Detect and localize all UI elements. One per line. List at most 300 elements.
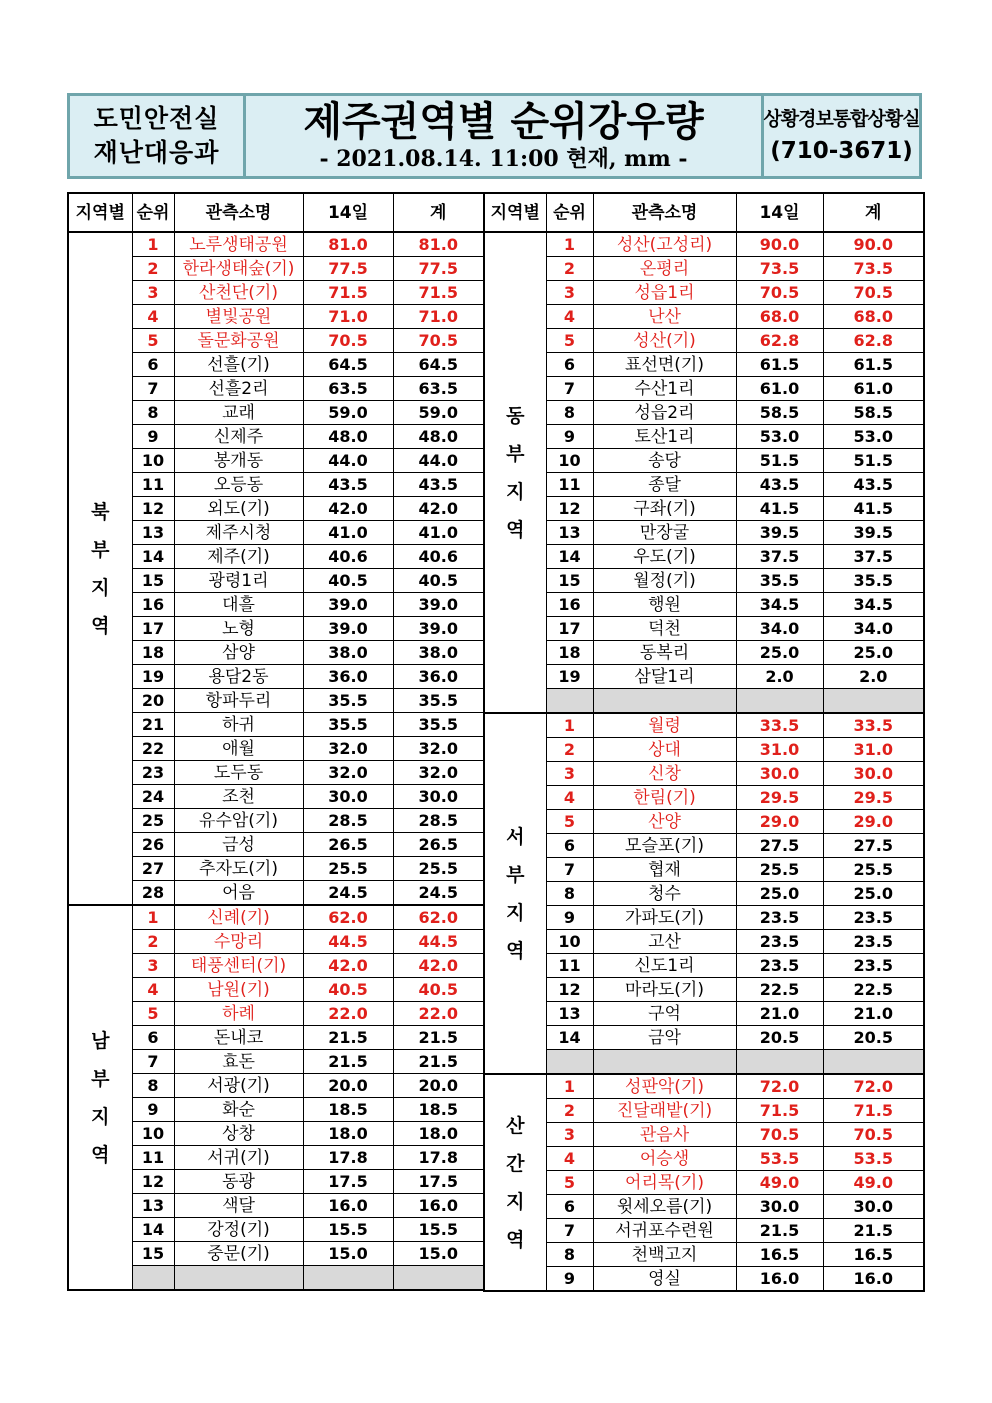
station-name: 신례(기) xyxy=(174,905,303,930)
total-rainfall: 25.5 xyxy=(823,858,924,882)
total-rainfall: 20.0 xyxy=(393,1074,484,1098)
day-rainfall: 36.0 xyxy=(303,665,393,689)
station-name: 교래 xyxy=(174,401,303,425)
blank-row xyxy=(484,1050,924,1075)
rank-cell: 17 xyxy=(132,617,174,641)
day-rainfall: 73.5 xyxy=(736,257,823,281)
day-rainfall: 16.0 xyxy=(736,1267,823,1292)
rank-cell: 2 xyxy=(546,1099,593,1123)
rank-cell: 12 xyxy=(546,978,593,1002)
blank-cell xyxy=(593,689,736,714)
table-row xyxy=(484,954,924,978)
table-row xyxy=(484,713,924,738)
total-rainfall: 27.5 xyxy=(823,834,924,858)
total-rainfall: 64.5 xyxy=(393,353,484,377)
rank-cell: 9 xyxy=(546,425,593,449)
day-rainfall: 39.0 xyxy=(303,617,393,641)
station-name: 제주시청 xyxy=(174,521,303,545)
total-rainfall: 71.5 xyxy=(393,281,484,305)
total-rainfall: 24.5 xyxy=(393,881,484,906)
blank-cell xyxy=(174,1266,303,1291)
station-name: 색달 xyxy=(174,1194,303,1218)
total-rainfall: 21.5 xyxy=(823,1219,924,1243)
day-rainfall: 72.0 xyxy=(736,1074,823,1099)
station-name: 온평리 xyxy=(593,257,736,281)
rank-cell: 25 xyxy=(132,809,174,833)
table-row xyxy=(484,353,924,377)
day-rainfall: 68.0 xyxy=(736,305,823,329)
station-name: 종달 xyxy=(593,473,736,497)
day-rainfall: 59.0 xyxy=(303,401,393,425)
day-rainfall: 31.0 xyxy=(736,738,823,762)
station-name: 관음사 xyxy=(593,1123,736,1147)
day-rainfall: 71.0 xyxy=(303,305,393,329)
station-name: 성산(고성리) xyxy=(593,232,736,257)
station-name: 가파도(기) xyxy=(593,906,736,930)
table-row xyxy=(484,1267,924,1292)
station-name: 토산1리 xyxy=(593,425,736,449)
rank-cell: 3 xyxy=(132,954,174,978)
rank-cell: 15 xyxy=(546,569,593,593)
day-rainfall: 16.0 xyxy=(303,1194,393,1218)
station-name: 난산 xyxy=(593,305,736,329)
day-rainfall: 90.0 xyxy=(736,232,823,257)
station-name: 광령1리 xyxy=(174,569,303,593)
table-row xyxy=(484,858,924,882)
blank-cell xyxy=(823,1050,924,1075)
station-name: 성판악(기) xyxy=(593,1074,736,1099)
total-rainfall: 35.5 xyxy=(393,689,484,713)
day-rainfall: 17.8 xyxy=(303,1146,393,1170)
day-rainfall: 22.0 xyxy=(303,1002,393,1026)
blank-cell xyxy=(303,1266,393,1291)
day-rainfall: 49.0 xyxy=(736,1171,823,1195)
total-rainfall: 32.0 xyxy=(393,737,484,761)
total-rainfall: 38.0 xyxy=(393,641,484,665)
total-rainfall: 70.5 xyxy=(393,329,484,353)
col-header-total: 계 xyxy=(393,193,484,232)
station-name: 선흘(기) xyxy=(174,353,303,377)
rank-cell: 10 xyxy=(132,449,174,473)
table-row xyxy=(484,786,924,810)
station-name: 월령 xyxy=(593,713,736,738)
total-rainfall: 68.0 xyxy=(823,305,924,329)
day-rainfall: 29.5 xyxy=(736,786,823,810)
day-rainfall: 33.5 xyxy=(736,713,823,738)
day-rainfall: 40.5 xyxy=(303,978,393,1002)
day-rainfall: 71.5 xyxy=(303,281,393,305)
table-row xyxy=(484,569,924,593)
station-name: 강정(기) xyxy=(174,1218,303,1242)
col-header-rank: 순위 xyxy=(546,193,593,232)
total-rainfall: 42.0 xyxy=(393,497,484,521)
col-header-rank: 순위 xyxy=(132,193,174,232)
station-name: 돈내코 xyxy=(174,1026,303,1050)
day-rainfall: 25.0 xyxy=(736,882,823,906)
total-rainfall: 35.5 xyxy=(823,569,924,593)
day-rainfall: 44.5 xyxy=(303,930,393,954)
rank-cell: 7 xyxy=(546,1219,593,1243)
rank-cell: 14 xyxy=(132,1218,174,1242)
day-rainfall: 71.5 xyxy=(736,1099,823,1123)
day-rainfall: 17.5 xyxy=(303,1170,393,1194)
region-label xyxy=(484,232,546,713)
table-row xyxy=(484,1243,924,1267)
table-row xyxy=(484,1219,924,1243)
blank-cell xyxy=(546,689,593,714)
day-rainfall: 20.5 xyxy=(736,1026,823,1050)
day-rainfall: 35.5 xyxy=(303,713,393,737)
station-name: 봉개동 xyxy=(174,449,303,473)
table-row xyxy=(484,978,924,1002)
table-body xyxy=(68,232,484,1290)
rank-cell: 6 xyxy=(132,1026,174,1050)
total-rainfall: 32.0 xyxy=(393,761,484,785)
station-name: 추자도(기) xyxy=(174,857,303,881)
day-rainfall: 42.0 xyxy=(303,497,393,521)
rank-cell: 3 xyxy=(546,281,593,305)
total-rainfall: 31.0 xyxy=(823,738,924,762)
station-name: 중문(기) xyxy=(174,1242,303,1266)
table-row xyxy=(68,905,484,930)
rank-cell: 2 xyxy=(546,738,593,762)
station-name: 제주(기) xyxy=(174,545,303,569)
blank-cell xyxy=(736,689,823,714)
station-name: 동복리 xyxy=(593,641,736,665)
day-rainfall: 58.5 xyxy=(736,401,823,425)
station-name: 외도(기) xyxy=(174,497,303,521)
rank-cell: 12 xyxy=(546,497,593,521)
total-rainfall: 36.0 xyxy=(393,665,484,689)
total-rainfall: 44.5 xyxy=(393,930,484,954)
title-block xyxy=(246,96,764,176)
station-name: 영실 xyxy=(593,1267,736,1292)
rank-cell: 28 xyxy=(132,881,174,906)
rank-cell: 7 xyxy=(132,1050,174,1074)
day-rainfall: 44.0 xyxy=(303,449,393,473)
report-header xyxy=(67,93,922,179)
station-name: 별빛공원 xyxy=(174,305,303,329)
station-name: 고산 xyxy=(593,930,736,954)
total-rainfall: 17.5 xyxy=(393,1170,484,1194)
total-rainfall: 73.5 xyxy=(823,257,924,281)
table-row xyxy=(484,329,924,353)
table-row xyxy=(484,545,924,569)
station-name: 노루생태공원 xyxy=(174,232,303,257)
table-row xyxy=(484,449,924,473)
rank-cell: 15 xyxy=(132,569,174,593)
day-rainfall: 25.0 xyxy=(736,641,823,665)
day-rainfall: 70.5 xyxy=(303,329,393,353)
day-rainfall: 28.5 xyxy=(303,809,393,833)
total-rainfall: 51.5 xyxy=(823,449,924,473)
station-name: 하례 xyxy=(174,1002,303,1026)
table-row xyxy=(484,1123,924,1147)
total-rainfall: 61.0 xyxy=(823,377,924,401)
page-title: 제주권역별 순위강우량 xyxy=(303,99,704,145)
table-row xyxy=(484,641,924,665)
day-rainfall: 29.0 xyxy=(736,810,823,834)
day-rainfall: 21.0 xyxy=(736,1002,823,1026)
department-name: 도민안전실 xyxy=(93,104,220,133)
rank-cell: 7 xyxy=(546,858,593,882)
rank-cell: 26 xyxy=(132,833,174,857)
total-rainfall: 81.0 xyxy=(393,232,484,257)
day-rainfall: 30.0 xyxy=(736,762,823,786)
day-rainfall: 26.5 xyxy=(303,833,393,857)
station-name: 신도1리 xyxy=(593,954,736,978)
station-name: 만장굴 xyxy=(593,521,736,545)
day-rainfall: 25.5 xyxy=(736,858,823,882)
rank-cell: 14 xyxy=(546,545,593,569)
total-rainfall: 29.5 xyxy=(823,786,924,810)
station-name: 태풍센터(기) xyxy=(174,954,303,978)
total-rainfall: 43.5 xyxy=(393,473,484,497)
total-rainfall: 17.8 xyxy=(393,1146,484,1170)
day-rainfall: 23.5 xyxy=(736,930,823,954)
rank-cell: 5 xyxy=(546,810,593,834)
station-name: 서귀(기) xyxy=(174,1146,303,1170)
total-rainfall: 71.5 xyxy=(823,1099,924,1123)
day-rainfall: 70.5 xyxy=(736,1123,823,1147)
total-rainfall: 40.6 xyxy=(393,545,484,569)
table-row xyxy=(484,738,924,762)
office-phone: (710-3671) xyxy=(770,138,913,164)
station-name: 산천단(기) xyxy=(174,281,303,305)
day-rainfall: 15.0 xyxy=(303,1242,393,1266)
station-name: 어승생 xyxy=(593,1147,736,1171)
total-rainfall: 22.5 xyxy=(823,978,924,1002)
rainfall-table-right xyxy=(483,192,925,1292)
station-name: 조천 xyxy=(174,785,303,809)
table-row xyxy=(484,665,924,689)
total-rainfall: 42.0 xyxy=(393,954,484,978)
rank-cell: 19 xyxy=(546,665,593,689)
station-name: 삼양 xyxy=(174,641,303,665)
station-name: 돌문화공원 xyxy=(174,329,303,353)
day-rainfall: 81.0 xyxy=(303,232,393,257)
station-name: 어리목(기) xyxy=(593,1171,736,1195)
station-name: 성산(기) xyxy=(593,329,736,353)
day-rainfall: 64.5 xyxy=(303,353,393,377)
rank-cell: 27 xyxy=(132,857,174,881)
rank-cell: 4 xyxy=(132,305,174,329)
rank-cell: 18 xyxy=(546,641,593,665)
table-row xyxy=(484,521,924,545)
station-name: 어음 xyxy=(174,881,303,906)
rank-cell: 1 xyxy=(132,905,174,930)
day-rainfall: 18.5 xyxy=(303,1098,393,1122)
station-name: 대흘 xyxy=(174,593,303,617)
total-rainfall: 77.5 xyxy=(393,257,484,281)
rank-cell: 10 xyxy=(546,449,593,473)
rank-cell: 12 xyxy=(132,1170,174,1194)
table-row xyxy=(484,1074,924,1099)
rank-cell: 11 xyxy=(132,473,174,497)
station-name: 동광 xyxy=(174,1170,303,1194)
day-rainfall: 61.5 xyxy=(736,353,823,377)
day-rainfall: 23.5 xyxy=(736,906,823,930)
table-row xyxy=(484,1026,924,1050)
total-rainfall: 53.0 xyxy=(823,425,924,449)
rank-cell: 13 xyxy=(546,521,593,545)
station-name: 서광(기) xyxy=(174,1074,303,1098)
total-rainfall: 21.5 xyxy=(393,1050,484,1074)
day-rainfall: 39.0 xyxy=(303,593,393,617)
day-rainfall: 35.5 xyxy=(736,569,823,593)
station-name: 모슬포(기) xyxy=(593,834,736,858)
col-header-station: 관측소명 xyxy=(174,193,303,232)
region-label xyxy=(484,713,546,1074)
station-name: 노형 xyxy=(174,617,303,641)
rank-cell: 16 xyxy=(132,593,174,617)
total-rainfall: 18.5 xyxy=(393,1098,484,1122)
table-row xyxy=(484,882,924,906)
region-name: 산간지역 xyxy=(506,1114,525,1251)
station-name: 협재 xyxy=(593,858,736,882)
total-rainfall: 25.0 xyxy=(823,641,924,665)
day-rainfall: 15.5 xyxy=(303,1218,393,1242)
station-name: 용담2동 xyxy=(174,665,303,689)
day-rainfall: 32.0 xyxy=(303,761,393,785)
day-rainfall: 61.0 xyxy=(736,377,823,401)
contact-block xyxy=(764,96,919,176)
rank-cell: 12 xyxy=(132,497,174,521)
rank-cell: 1 xyxy=(546,1074,593,1099)
day-rainfall: 24.5 xyxy=(303,881,393,906)
rank-cell: 4 xyxy=(546,786,593,810)
rank-cell: 8 xyxy=(132,1074,174,1098)
rank-cell: 6 xyxy=(132,353,174,377)
total-rainfall: 40.5 xyxy=(393,978,484,1002)
table-row xyxy=(484,401,924,425)
rank-cell: 9 xyxy=(132,1098,174,1122)
table-row xyxy=(484,1099,924,1123)
rank-cell: 19 xyxy=(132,665,174,689)
col-header-day: 14일 xyxy=(736,193,823,232)
day-rainfall: 22.5 xyxy=(736,978,823,1002)
rank-cell: 2 xyxy=(132,930,174,954)
day-rainfall: 2.0 xyxy=(736,665,823,689)
rank-cell: 4 xyxy=(546,305,593,329)
station-name: 유수암(기) xyxy=(174,809,303,833)
total-rainfall: 26.5 xyxy=(393,833,484,857)
rank-cell: 18 xyxy=(132,641,174,665)
total-rainfall: 2.0 xyxy=(823,665,924,689)
table-row xyxy=(484,1195,924,1219)
station-name: 삼달1리 xyxy=(593,665,736,689)
region-name: 동부지역 xyxy=(506,404,525,541)
total-rainfall: 20.5 xyxy=(823,1026,924,1050)
table-row xyxy=(484,906,924,930)
rank-cell: 20 xyxy=(132,689,174,713)
rank-cell: 23 xyxy=(132,761,174,785)
rank-cell: 2 xyxy=(546,257,593,281)
region-name: 남부지역 xyxy=(91,1029,110,1166)
rank-cell: 9 xyxy=(132,425,174,449)
rank-cell: 8 xyxy=(546,882,593,906)
blank-cell xyxy=(393,1266,484,1291)
rank-cell: 7 xyxy=(546,377,593,401)
total-rainfall: 90.0 xyxy=(823,232,924,257)
station-name: 신창 xyxy=(593,762,736,786)
table-header-row xyxy=(68,193,484,232)
table-header-row xyxy=(484,193,924,232)
total-rainfall: 53.5 xyxy=(823,1147,924,1171)
station-name: 한라생태숲(기) xyxy=(174,257,303,281)
day-rainfall: 18.0 xyxy=(303,1122,393,1146)
station-name: 수산1리 xyxy=(593,377,736,401)
total-rainfall: 30.0 xyxy=(823,1195,924,1219)
region-label xyxy=(484,1074,546,1291)
table-row xyxy=(484,834,924,858)
day-rainfall: 53.5 xyxy=(736,1147,823,1171)
total-rainfall: 34.0 xyxy=(823,617,924,641)
col-header-station: 관측소명 xyxy=(593,193,736,232)
rank-cell: 3 xyxy=(132,281,174,305)
day-rainfall: 39.5 xyxy=(736,521,823,545)
day-rainfall: 21.5 xyxy=(303,1050,393,1074)
blank-cell xyxy=(736,1050,823,1075)
table-row xyxy=(484,377,924,401)
table-row xyxy=(484,305,924,329)
total-rainfall: 23.5 xyxy=(823,906,924,930)
day-rainfall: 41.0 xyxy=(303,521,393,545)
total-rainfall: 21.0 xyxy=(823,1002,924,1026)
total-rainfall: 37.5 xyxy=(823,545,924,569)
rank-cell: 16 xyxy=(546,593,593,617)
station-name: 화순 xyxy=(174,1098,303,1122)
rank-cell: 24 xyxy=(132,785,174,809)
total-rainfall: 16.0 xyxy=(393,1194,484,1218)
total-rainfall: 33.5 xyxy=(823,713,924,738)
table-row xyxy=(484,1002,924,1026)
blank-cell xyxy=(132,1266,174,1291)
total-rainfall: 25.0 xyxy=(823,882,924,906)
total-rainfall: 43.5 xyxy=(823,473,924,497)
rank-cell: 7 xyxy=(132,377,174,401)
station-name: 구억 xyxy=(593,1002,736,1026)
station-name: 산양 xyxy=(593,810,736,834)
table-row xyxy=(484,473,924,497)
total-rainfall: 49.0 xyxy=(823,1171,924,1195)
rank-cell: 2 xyxy=(132,257,174,281)
day-rainfall: 70.5 xyxy=(736,281,823,305)
rank-cell: 5 xyxy=(132,1002,174,1026)
total-rainfall: 30.0 xyxy=(823,762,924,786)
station-name: 선흘2리 xyxy=(174,377,303,401)
report-timestamp: - 2021.08.14. 11:00 현재, mm - xyxy=(319,146,688,172)
rank-cell: 8 xyxy=(546,1243,593,1267)
blank-cell xyxy=(823,689,924,714)
col-header-region: 지역별 xyxy=(484,193,546,232)
total-rainfall: 21.5 xyxy=(393,1026,484,1050)
rank-cell: 5 xyxy=(546,329,593,353)
total-rainfall: 35.5 xyxy=(393,713,484,737)
rank-cell: 21 xyxy=(132,713,174,737)
total-rainfall: 16.0 xyxy=(823,1267,924,1292)
station-name: 효돈 xyxy=(174,1050,303,1074)
day-rainfall: 32.0 xyxy=(303,737,393,761)
station-name: 덕천 xyxy=(593,617,736,641)
total-rainfall: 48.0 xyxy=(393,425,484,449)
day-rainfall: 41.5 xyxy=(736,497,823,521)
rank-cell: 9 xyxy=(546,906,593,930)
day-rainfall: 40.5 xyxy=(303,569,393,593)
rank-cell: 10 xyxy=(546,930,593,954)
division-name: 재난대응과 xyxy=(93,138,220,167)
rank-cell: 9 xyxy=(546,1267,593,1292)
